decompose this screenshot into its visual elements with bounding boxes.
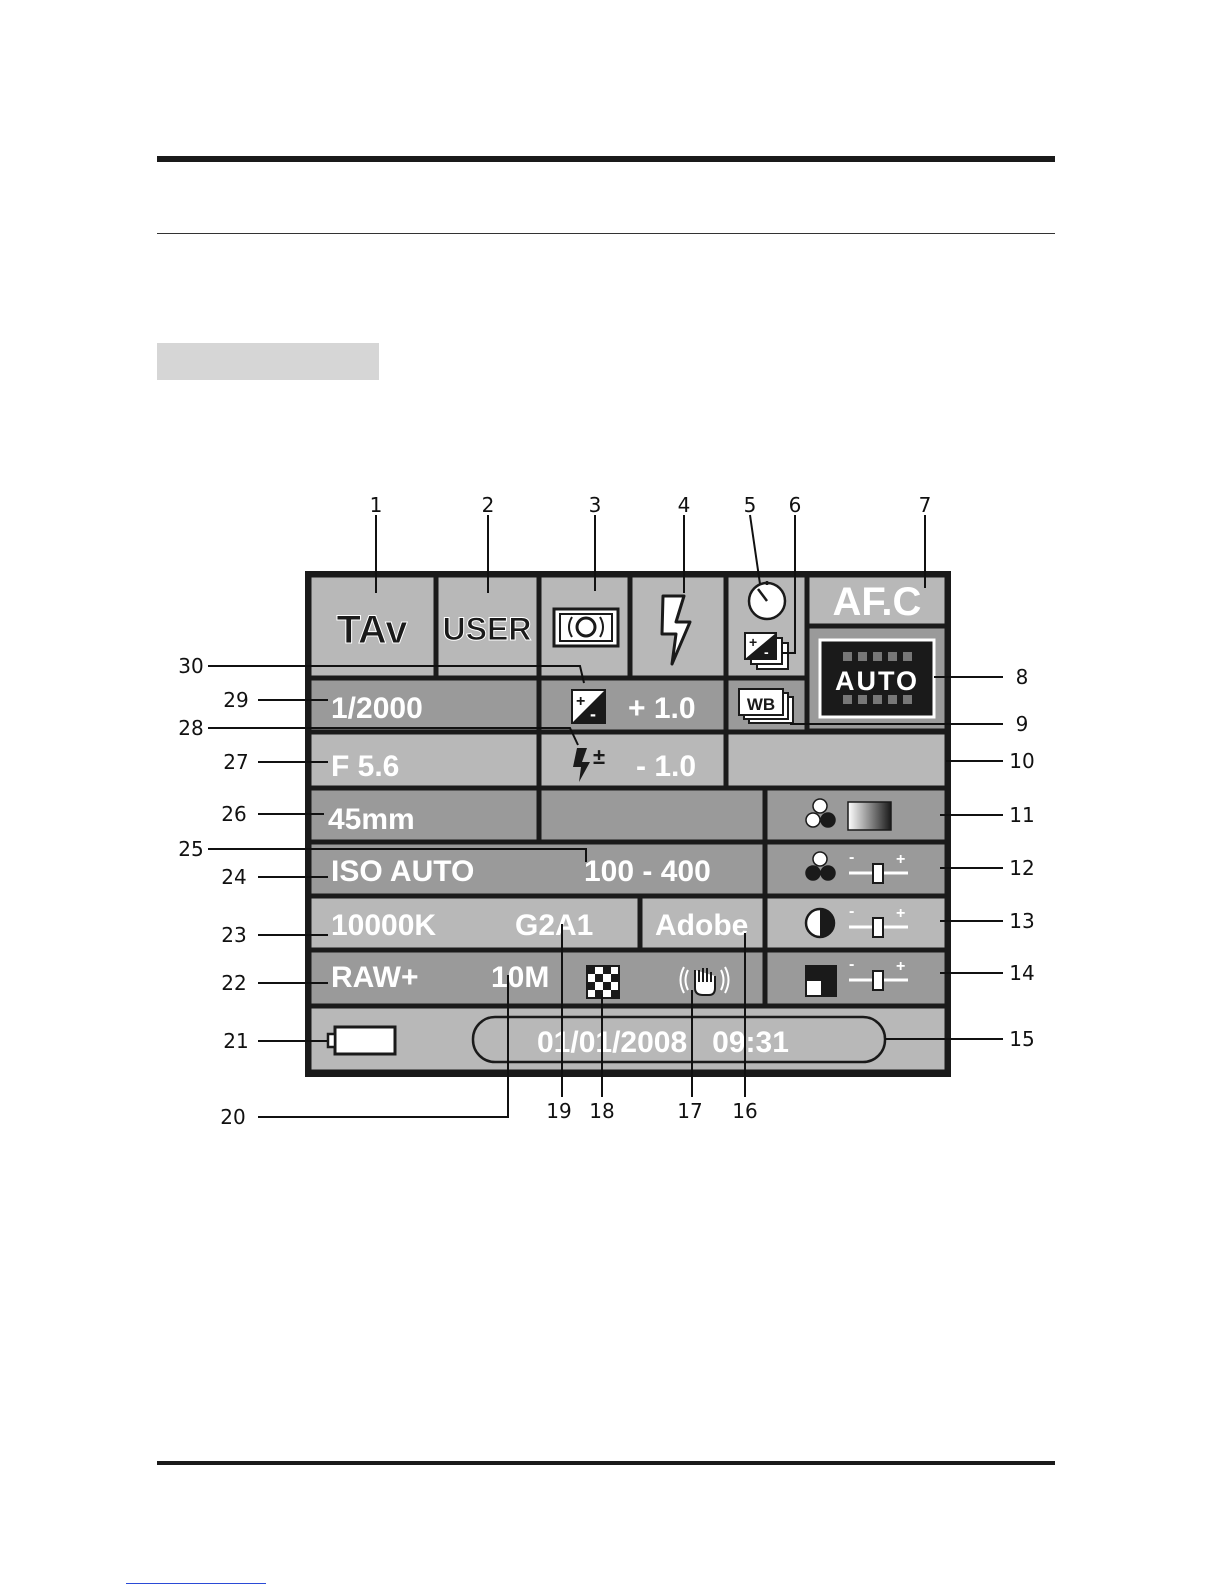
- callout-9: 9: [1015, 712, 1029, 736]
- af-mode-label: AF.C: [832, 580, 922, 624]
- callout-13: 13: [1009, 909, 1035, 933]
- callout-14: 14: [1009, 961, 1035, 985]
- metering-icon: [554, 609, 618, 646]
- wb-bracket-label: WB: [746, 695, 776, 714]
- callout-26: 26: [221, 802, 247, 826]
- svg-text:+: +: [896, 905, 906, 922]
- resolution-value: 10M: [491, 961, 550, 994]
- file-format-value: RAW+: [331, 961, 419, 994]
- callout-20: 20: [220, 1105, 246, 1129]
- callout-16: 16: [732, 1099, 758, 1123]
- callout-2: 2: [481, 493, 495, 517]
- svg-text:+: +: [749, 634, 758, 650]
- cell-flash-comp: [540, 733, 725, 787]
- callout-24: 24: [221, 865, 247, 889]
- wb-bracket-icon: [739, 689, 793, 723]
- shutter-value: 1/2000: [331, 692, 423, 725]
- wb-shift-value: G2A1: [515, 909, 594, 942]
- callout-18: 18: [589, 1099, 615, 1123]
- focal-length-value: 45mm: [328, 803, 415, 836]
- user-label: USER: [442, 611, 532, 647]
- aperture-value: F 5.6: [331, 750, 400, 783]
- callout-5: 5: [743, 493, 757, 517]
- callout-7: 7: [918, 493, 932, 517]
- callout-6: 6: [788, 493, 802, 517]
- color-space-value: Adobe: [655, 909, 749, 942]
- callout-30: 30: [178, 654, 204, 678]
- svg-text:-: -: [590, 704, 596, 724]
- svg-text:-: -: [849, 903, 855, 920]
- svg-text:+: +: [896, 851, 906, 868]
- svg-text:+: +: [896, 958, 906, 975]
- callout-23: 23: [221, 923, 247, 947]
- cell-blank-10: [727, 733, 946, 787]
- exposure-comp-icon: [572, 690, 605, 724]
- callout-1: 1: [369, 493, 383, 517]
- mode-label: TAv: [336, 608, 408, 652]
- exposure-comp-value: + 1.0: [628, 692, 696, 725]
- cell-blank-mid: [540, 789, 764, 841]
- datetime-value: 01/01/2008 09:31: [537, 1026, 789, 1059]
- callout-27: 27: [223, 750, 249, 774]
- callout-10: 10: [1009, 749, 1035, 773]
- iso-range-value: 100 - 400: [584, 855, 711, 888]
- callout-12: 12: [1009, 856, 1035, 880]
- quality-icon: [587, 966, 619, 998]
- callout-29: 29: [223, 688, 249, 712]
- svg-text:+: +: [576, 693, 586, 710]
- callout-11: 11: [1009, 803, 1035, 827]
- exposure-bracket-icon: [745, 633, 788, 669]
- callout-17: 17: [677, 1099, 703, 1123]
- svg-text:±: ±: [593, 744, 606, 769]
- cell-sharpness: [766, 951, 946, 1005]
- auto-badge-label: AUTO: [834, 666, 920, 696]
- callout-3: 3: [588, 493, 602, 517]
- self-timer-icon: [749, 581, 785, 619]
- cell-contrast: [766, 897, 946, 949]
- battery-icon: [328, 1027, 395, 1054]
- svg-text:-: -: [849, 849, 855, 866]
- callout-28: 28: [178, 716, 204, 740]
- callout-25: 25: [178, 837, 204, 861]
- iso-label: ISO AUTO: [331, 855, 475, 888]
- flash-comp-value: - 1.0: [636, 750, 697, 783]
- cell-saturation: [766, 843, 946, 895]
- callout-19: 19: [546, 1099, 572, 1123]
- white-balance-value: 10000K: [331, 909, 437, 942]
- callout-8: 8: [1015, 665, 1029, 689]
- auto-scene-icon: [820, 640, 934, 717]
- callout-22: 22: [221, 971, 247, 995]
- callout-15: 15: [1009, 1027, 1035, 1051]
- svg-text:-: -: [764, 644, 769, 660]
- callout-4: 4: [677, 493, 691, 517]
- svg-text:-: -: [849, 956, 855, 973]
- callout-21: 21: [223, 1029, 249, 1053]
